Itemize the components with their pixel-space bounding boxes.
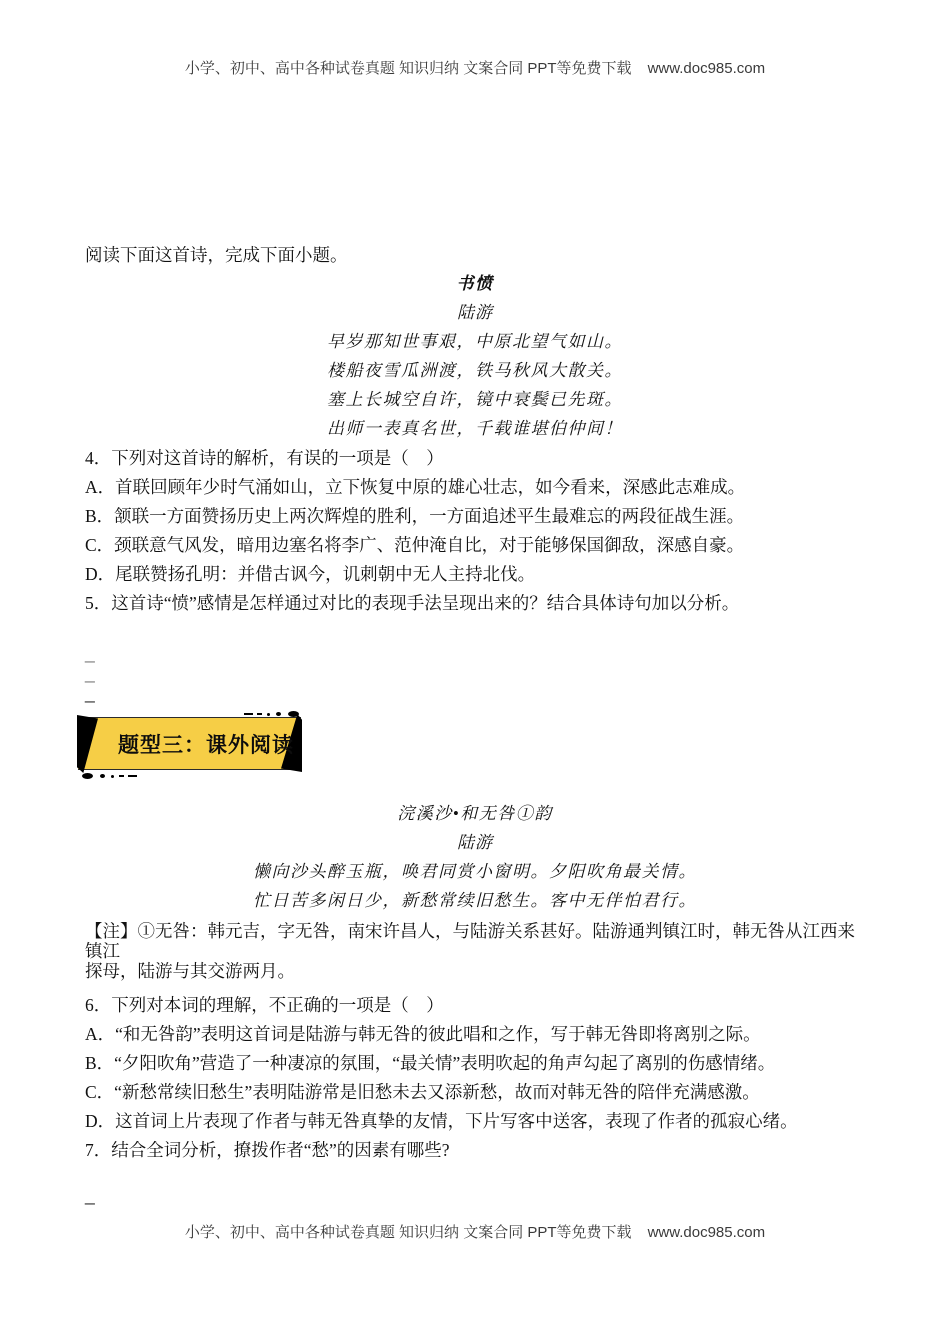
poem2-footnote: 【注】①无咎：韩元吉，字无咎，南宋许昌人，与陆游关系甚好。陆游通判镇江时，韩无咎从江西来镇江 [85, 921, 855, 961]
section-type-badge [78, 717, 301, 770]
reading-instruction: 阅读下面这首诗，完成下面小题。 [85, 245, 348, 265]
poem1-line: 楼船夜雪瓜洲渡，铁马秋风大散关。 [327, 361, 623, 380]
poem1-line: 早岁那知世事艰，中原北望气如山。 [327, 332, 623, 351]
question-6-option-a: A．“和无咎韵”表明这首词是陆游与韩无咎的彼此唱和之作，写于韩无咎即将离别之际。 [85, 1024, 761, 1044]
question-4-option-b: B．颔联一方面赞扬历史上两次辉煌的胜利，一方面追述平生最难忘的两段征战生涯。 [85, 506, 745, 526]
footer-banner [0, 1221, 950, 1242]
footer-banner-text: 小学、初中、高中各种试卷真题 知识归纳 文案合同 PPT等免费下载 [184, 1224, 632, 1241]
question-6-stem: 6．下列对本词的理解，不正确的一项是（ ） [85, 995, 444, 1015]
answer-blank: _ [85, 1185, 95, 1205]
footer-banner-url: www.doc985.com [647, 1224, 766, 1241]
question-6-option-c: C．“新愁常续旧愁生”表明陆游常是旧愁未去又添新愁，故而对韩无咎的陪伴充满感激。 [85, 1082, 760, 1102]
question-7-stem: 7．结合全词分析，撩拨作者“愁”的因素有哪些? [85, 1140, 450, 1160]
question-4-option-a: A．首联回顾年少时气涌如山，立下恢复中原的雄心壮志，如今看来，深感此志难成。 [85, 477, 746, 497]
answer-blank: _ [85, 663, 95, 683]
poem2-footnote: 探母，陆游与其交游两月。 [85, 961, 295, 981]
document-body [85, 0, 865, 1205]
question-6-option-d: D．这首词上片表现了作者与韩无咎真挚的友情，下片写客中送客，表现了作者的孤寂心绪。 [85, 1111, 798, 1131]
badge-label: 题型三：课外阅读 [118, 733, 294, 757]
question-5-stem: 5．这首诗“愤”感情是怎样通过对比的表现手法呈现出来的？结合具体诗句加以分析。 [85, 593, 740, 613]
question-4-option-c: C．颈联意气风发，暗用边塞名将李广、范仲淹自比，对于能够保国御敌，深感自豪。 [85, 535, 745, 555]
header-banner-text: 小学、初中、高中各种试卷真题 知识归纳 文案合同 PPT等免费下载 [184, 60, 632, 77]
poem2-title: 浣溪沙•和无咎①韵 [397, 804, 553, 823]
poem1-title: 书愤 [456, 274, 494, 293]
question-4-stem: 4．下列对这首诗的解析，有误的一项是（ ） [85, 448, 444, 468]
badge-corner-triangle-left [77, 715, 98, 773]
question-4-option-d: D．尾联赞扬孔明：并借古讽今，讥刺朝中无人主持北伐。 [85, 564, 536, 584]
answer-blank: _ [85, 683, 95, 703]
poem1-line: 塞上长城空自许，镜中衰鬓已先斑。 [327, 390, 623, 409]
poem2-line: 忙日苦多闲日少，新愁常续旧愁生。客中无伴怕君行。 [253, 891, 697, 910]
answer-blank: _ [85, 643, 95, 663]
dots-decoration-top [244, 711, 299, 717]
dots-decoration-bottom [82, 773, 137, 779]
poem1-line: 出师一表真名世，千载谁堪伯仲间！ [327, 419, 623, 438]
poem1-author: 陆游 [457, 303, 493, 322]
poem2-author: 陆游 [457, 833, 493, 852]
header-banner-url: www.doc985.com [647, 60, 766, 77]
question-6-option-b: B．“夕阳吹角”营造了一种凄凉的氛围，“最关情”表明吹起的角声勾起了离别的伤感情绪。 [85, 1053, 776, 1073]
poem2-line: 懒向沙头醉玉瓶，唤君同赏小窗明。夕阳吹角最关情。 [253, 862, 697, 881]
